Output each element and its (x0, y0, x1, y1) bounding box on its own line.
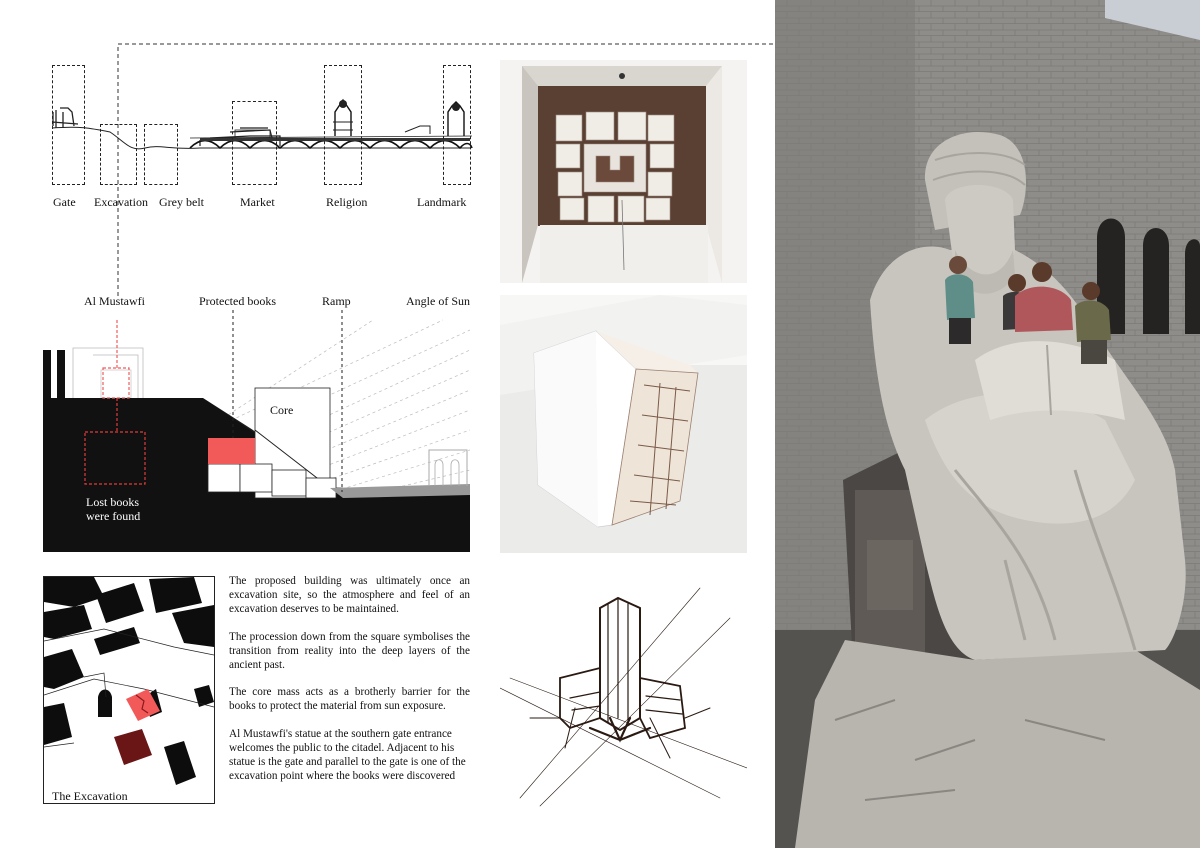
lost-books-line1: Lost books (86, 495, 140, 509)
label-landmark: Landmark (417, 195, 467, 209)
paragraph-2: The procession down from the square symbolises the transition from reality into the deep layers of the ancient past. (229, 630, 470, 672)
isometric-sketch (500, 568, 747, 808)
market-frame (232, 101, 277, 185)
paragraph-4: Al Mustawfi's statue at the southern gate entrance welcomes the public to the citadel. Adjacent to his statue is the gate and parallel to the gate is one of the excavation point where the books were discovered (229, 727, 466, 783)
label-gate: Gate (53, 195, 76, 209)
landmark-frame (443, 65, 471, 185)
model-photo-perspective (500, 295, 747, 553)
excavation-map (43, 576, 215, 804)
paragraph-1: The proposed building was ultimately once an excavation site, so the atmosphere and feel of an excavation deserves to be maintained. (229, 575, 470, 616)
paragraph-3: The core mass acts as a brotherly barrier for the books to protect the material from sun exposure. (229, 686, 470, 713)
statue-photo (775, 0, 1200, 848)
core-label: Core (270, 403, 294, 417)
label-excavation: Excavation (94, 195, 148, 209)
excavation-caption: The Excavation (52, 789, 128, 803)
description-text (229, 574, 470, 796)
religion-frame (324, 65, 362, 185)
excavation-frame (100, 124, 137, 185)
gate-frame (52, 65, 85, 185)
label-religion: Religion (326, 195, 368, 209)
model-photo-top (500, 60, 747, 283)
lost-books-line2: were found (86, 509, 141, 523)
label-protected-books: Protected books (199, 294, 276, 308)
label-grey-belt: Grey belt (159, 195, 204, 209)
label-market: Market (240, 195, 275, 209)
grey-belt-frame (144, 124, 178, 185)
label-angle-of-sun: Angle of Sun (406, 294, 470, 308)
label-al-mustawfi: Al Mustawfi (84, 294, 145, 308)
label-ramp: Ramp (322, 294, 351, 308)
